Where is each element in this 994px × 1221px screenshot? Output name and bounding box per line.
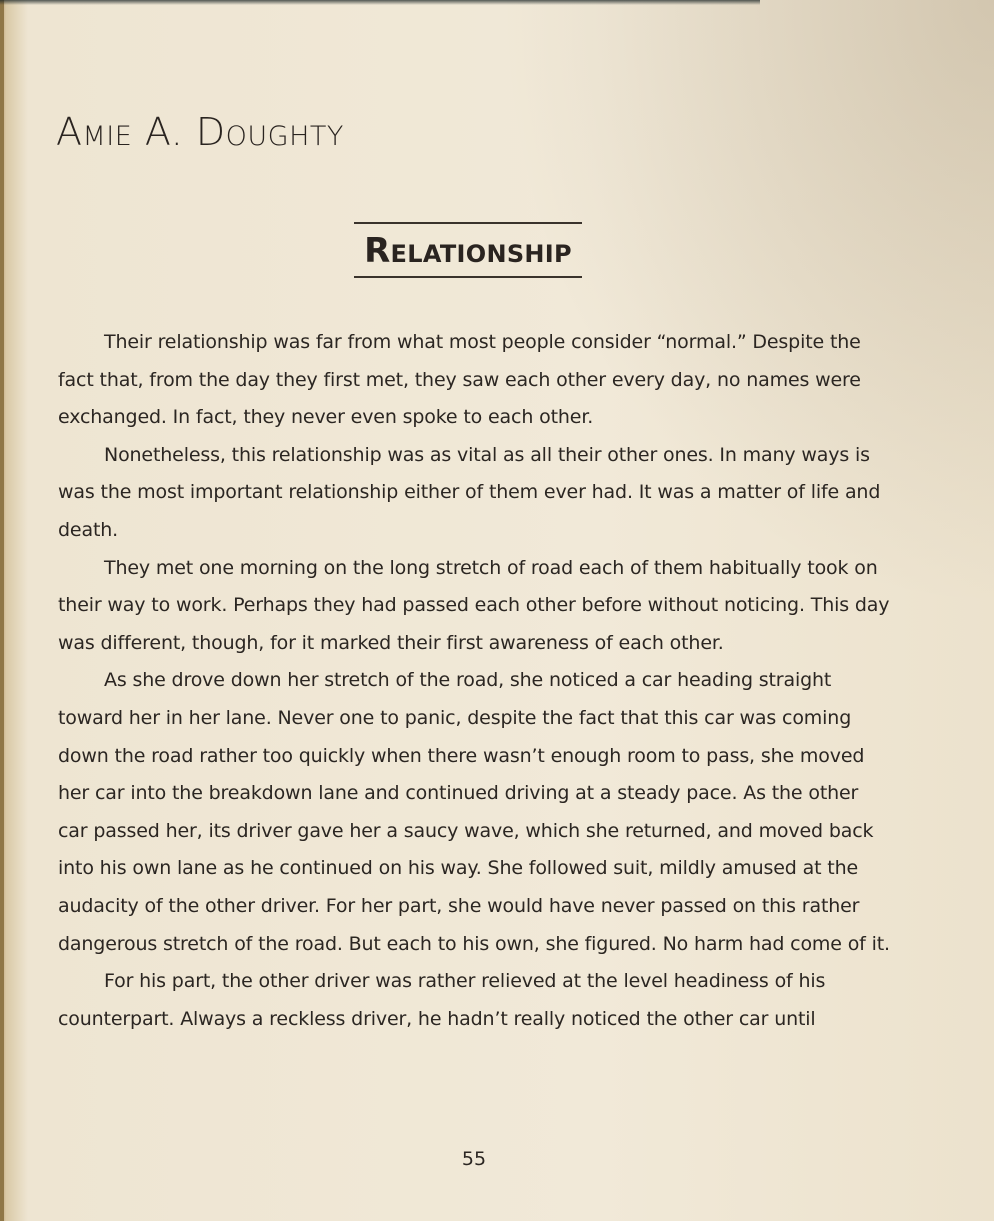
page-spine-edge [0,0,4,1221]
story-title: Relationship [364,231,572,271]
author-name: Amie A. Doughty [56,110,344,154]
paragraph-1: Their relationship was far from what most people consider “normal.” Despite the fact that, from the day they first met, they saw each other every day, no names were exchanged. In fact, they never even spoke to each other. [58,331,861,429]
paragraph-2: Nonetheless, this relationship was as vital as all their other ones. In many ways is was the most important relationship either of them ever had. It was a matter of life and death. [58,443,881,541]
story-body [58,324,890,1038]
page-number: 55 [461,1148,487,1170]
top-edge-shadow [0,0,760,5]
paragraph-4: As she drove down her stretch of the road, she noticed a car heading straight toward her in her lane. Never one to panic, despite the fact that this car was coming down the road rather too quickly when there wasn’t enough room to pass, she moved her car into the breakdown lane and continued driving at a steady pace. As the other car passed her, its driver gave her a saucy wave, which she returned, and moved back into his own lane as he continued on his way. She followed suit, mildly amused at the audacity of the other driver. For her part, she would have never passed on this rather dangerous stretch of the road. But each to his own, she figured. No harm had come of it. [58,669,890,955]
paragraph-3: They met one morning on the long stretch of road each of them habitually took on their way to work. Perhaps they had passed each other before without noticing. This day was different, though, for it marked their first awareness of each other. [58,556,890,654]
paragraph-5: For his part, the other driver was rather relieved at the level headiness of his counterpart. Always a reckless driver, he hadn’t really noticed the other car until [58,970,826,1030]
story-title-block [354,222,582,278]
